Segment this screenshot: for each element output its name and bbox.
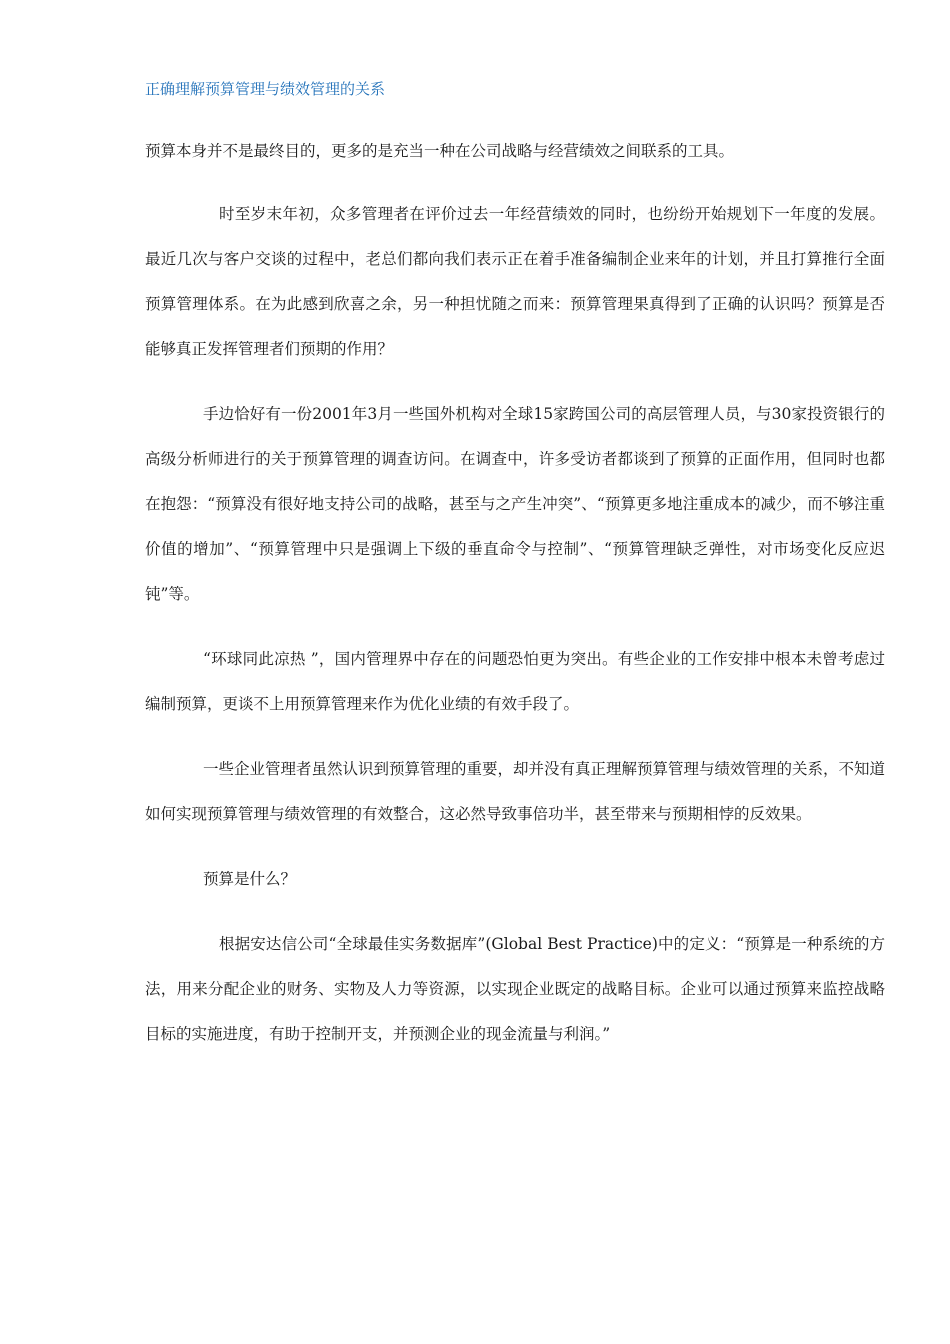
section-heading-what-is-budget: 预算是什么？ (203, 870, 297, 888)
document-body (145, 72, 885, 1077)
paragraph-lead: 预算本身并不是最终目的，更多的是充当一种在公司战略与经营绩效之间联系的工具。 (145, 142, 735, 160)
document-title: 正确理解预算管理与绩效管理的关系 (145, 80, 386, 98)
paragraph-managers: 一些企业管理者虽然认识到预算管理的重要，却并没有真正理解预算管理与绩效管理的关系，不知道如何实现预算管理与绩效管理的有效整合，这必然导致事倍功半，甚至带来与预期相悖的反效果。 (145, 760, 886, 823)
paragraph-definition: 根据安达信公司“全球最佳实务数据库”(Global Best Practice)中的定义：“预算是一种系统的方法，用来分配企业的财务、实物及人力等资源，以实现企业既定的战略目标。企业可以通过预算来监控战略目标的实施进度，有助于控制开支，并预测企业的现金流量与利润。” (145, 935, 885, 1043)
paragraph-year-end: 时至岁末年初，众多管理者在评价过去一年经营绩效的同时，也纷纷开始规划下一年度的发展。最近几次与客户交谈的过程中，老总们都向我们表示正在着手准备编制企业来年的计划，并且打算推行全面预算管理体系。在为此感到欣喜之余，另一种担忧随之而来：预算管理果真得到了正确的认识吗？预算是否能够真正发挥管理者们预期的作用？ (145, 205, 885, 358)
paragraph-survey: 手边恰好有一份2001年3月一些国外机构对全球15家跨国公司的高层管理人员，与30家投资银行的高级分析师进行的关于预算管理的调查访问。在调查中，许多受访者都谈到了预算的正面作用，但同时也都在抱怨：“预算没有很好地支持公司的战略，甚至与之产生冲突”、“预算更多地注重成本的减少，而不够注重价值的增加”、“预算管理中只是强调上下级的垂直命令与控制”、“预算管理缺乏弹性，对市场变化反应迟钝”等。 (145, 405, 885, 603)
paragraph-domestic: “环球同此凉热 ”，国内管理界中存在的问题恐怕更为突出。有些企业的工作安排中根本未曾考虑过编制预算，更谈不上用预算管理来作为优化业绩的有效手段了。 (145, 650, 885, 713)
